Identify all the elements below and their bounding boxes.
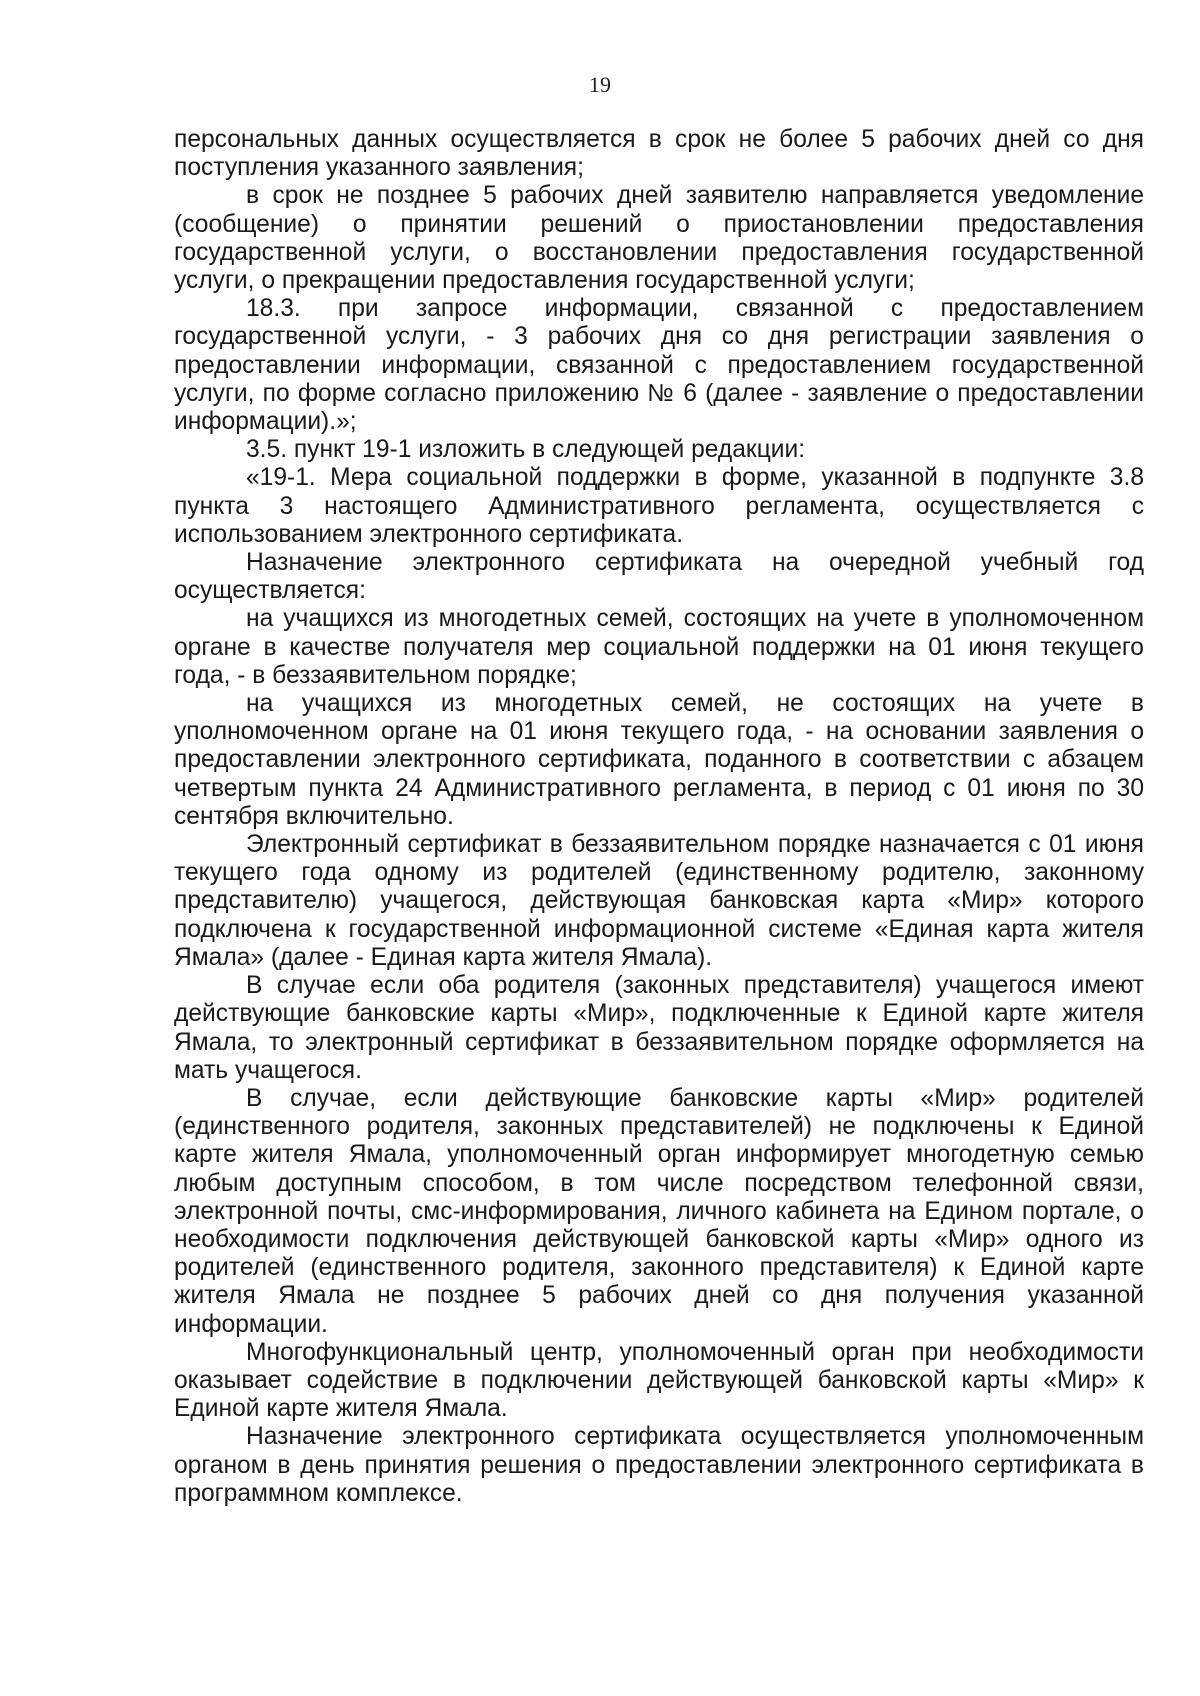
page-number: 19 bbox=[589, 72, 611, 97]
paragraph-final: Назначение электронного сертификата осуществляется уполномоченным органом в день принятия решения о предоставлении электронного сертификата в программном комплексе. bbox=[174, 1423, 1144, 1507]
paragraph-mfc-assistance: Многофункциональный центр, уполномоченный орган при необходимости оказывает содействие в подключении действующей банковской карты «Мир» к Единой карте жителя Ямала. bbox=[174, 1338, 1144, 1423]
paragraph-18-3: 18.3. при запросе информации, связанной с предоставлением государственной услуги, - 3 рабочих дня со дня регистрации заявления о предоставлении информации, связанной с предоставлением государственной услуги, по форме согласно приложению № 6 (далее - заявление о предоставлении информации).»; bbox=[174, 295, 1144, 436]
paragraph-both-parents: В случае если оба родителя (законных представителя) учащегося имеют действующие банковские карты «Мир», подключенные к Единой карте жителя Ямала, то электронный сертификат в беззаявительном порядке оформляется на мать учащегося. bbox=[174, 972, 1144, 1084]
document-body bbox=[174, 126, 1144, 1508]
paragraph-registered-families: на учащихся из многодетных семей, состоящих на учете в уполномоченном органе в качестве получателя мер социальной поддержки на 01 июня текущего года, - в беззаявительном порядке; bbox=[174, 605, 1144, 689]
paragraph-notification-deadline: в срок не позднее 5 рабочих дней заявителю направляется уведомление (сообщение) о принятии решений о приостановлении предоставления государственной услуги, о восстановлении предоставления государственной услуги, о прекращении предоставления государственной услуги; bbox=[174, 182, 1144, 295]
paragraph-assignment: Назначение электронного сертификата на очередной учебный год осуществляется: bbox=[174, 549, 1144, 605]
paragraph-continuation: персональных данных осуществляется в срок не более 5 рабочих дней со дня поступления указанного заявления; bbox=[174, 126, 1144, 182]
paragraph-cards-not-connected: В случае, если действующие банковские карты «Мир» родителей (единственного родителя, законных представителей) не подключены к Единой карте жителя Ямала, уполномоченный орган информирует многодетную семью любым доступным способом, в том числе посредством телефонной связи, электронной почты, смс-информирования, личного кабинета на Едином портале, о необходимости подключения действующей банковской карты «Мир» одного из родителей (единственного родителя, законного представителя) к Единой карте жителя Ямала не позднее 5 рабочих дней со дня получения указанной информации. bbox=[174, 1084, 1144, 1338]
paragraph-19-1: «19-1. Мера социальной поддержки в форме, указанной в подпункте 3.8 пункта 3 настоящего Административного регламента, осуществляется с использованием электронного сертификата. bbox=[174, 464, 1144, 548]
paragraph-certificate-assignment: Электронный сертификат в беззаявительном порядке назначается с 01 июня текущего года одному из родителей (единственному родителю, законному представителю) учащегося, действующая банковская карта «Мир» которого подключена к государственной информационной системе «Единая карта жителя Ямала» (далее - Единая карта жителя Ямала). bbox=[174, 831, 1144, 971]
paragraph-3-5: 3.5. пункт 19-1 изложить в следующей редакции: bbox=[246, 436, 806, 464]
paragraph-unregistered-families: на учащихся из многодетных семей, не состоящих на учете в уполномоченном органе на 01 июня текущего года, - на основании заявления о предоставлении электронного сертификата, поданного в соответствии с абзацем четвертым пункта 24 Административного регламента, в период с 01 июня по 30 сентября включительно. bbox=[174, 690, 1144, 830]
